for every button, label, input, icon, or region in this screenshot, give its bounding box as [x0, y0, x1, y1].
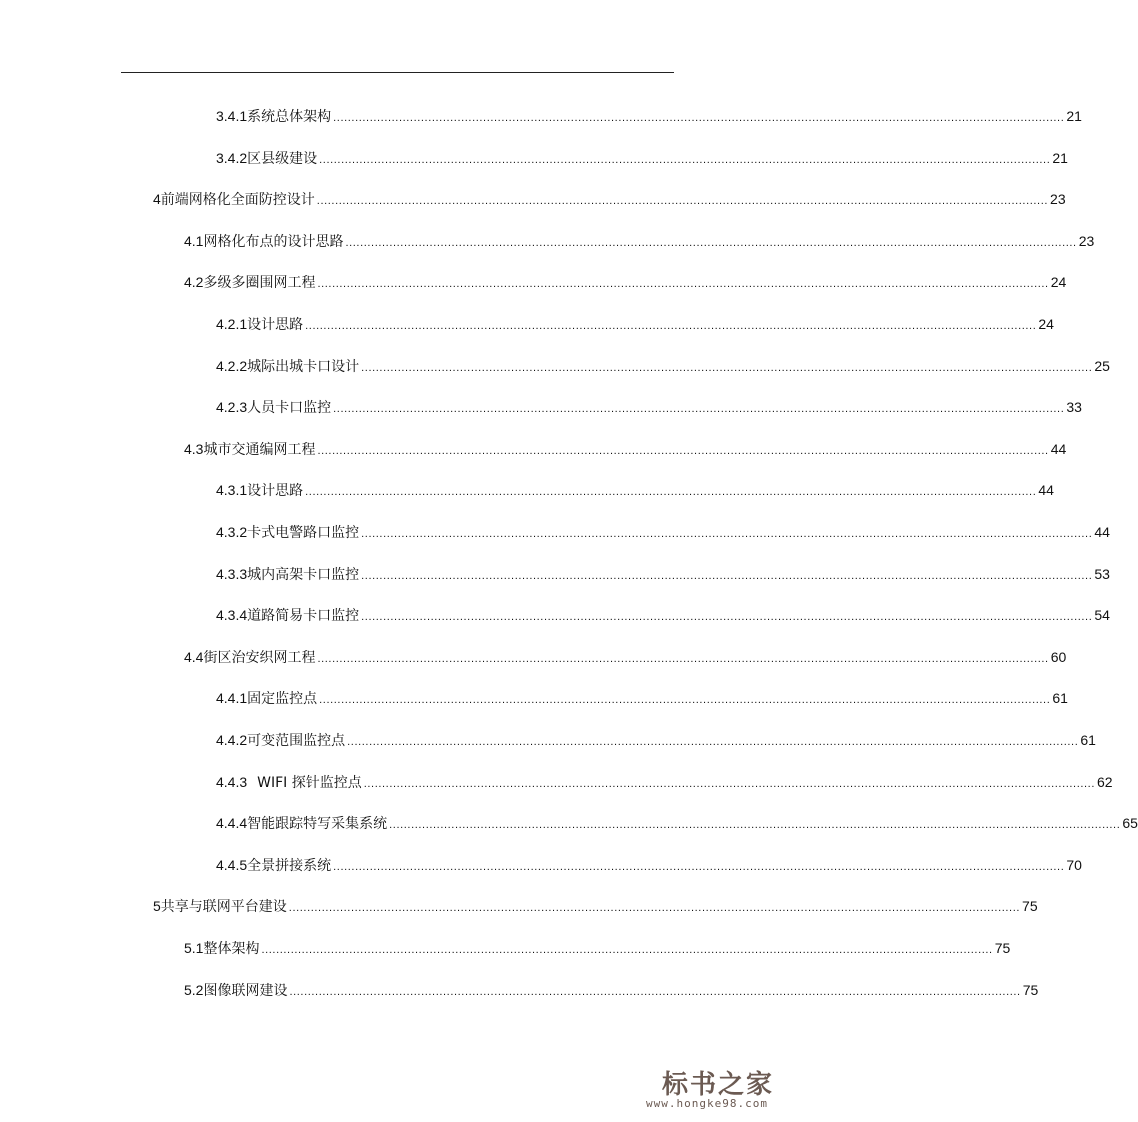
- toc-entry-page: 75: [1022, 982, 1039, 998]
- toc-entry-number: 5.1: [184, 940, 204, 956]
- toc-entry-number: 4.4.3: [216, 774, 248, 790]
- toc-entry[interactable]: [184, 980, 1039, 1000]
- toc-entry-title: 图像联网建设: [203, 983, 288, 999]
- toc-entry-number: 4.3.1: [216, 482, 248, 498]
- toc-entry-title: 街区治安织网工程: [203, 650, 316, 666]
- toc-entry-title: WIFI 探针监控点: [257, 775, 362, 791]
- toc-entry-title: 道路简易卡口监控: [247, 608, 360, 624]
- toc-entry[interactable]: [216, 772, 1113, 792]
- toc-entry[interactable]: [216, 564, 1110, 584]
- toc-entry[interactable]: [216, 356, 1110, 376]
- toc-leader-dots: ........................................................................................................................................................................................................: [333, 403, 1065, 415]
- toc-entry-page: 54: [1094, 607, 1110, 623]
- toc-leader-dots: ........................................................................................................................................................................................................: [289, 986, 1021, 998]
- toc-entry-page: 44: [1038, 482, 1054, 498]
- toc-leader-dots: ........................................................................................................................................................................................................: [361, 570, 1093, 582]
- toc-entry[interactable]: [216, 688, 1068, 708]
- toc-leader-dots: ........................................................................................................................................................................................................: [317, 653, 1049, 665]
- toc-entry-title: 前端网格化全面防控设计: [160, 192, 315, 208]
- toc-entry[interactable]: [216, 605, 1110, 625]
- toc-entry-page: 65: [1122, 815, 1138, 831]
- toc-leader-dots: ........................................................................................................................................................................................................: [363, 778, 1095, 790]
- toc-entry-title: 城市交通编网工程: [203, 442, 316, 458]
- toc-entry-page: 53: [1094, 566, 1110, 582]
- toc-entry-title: 固定监控点: [247, 691, 318, 707]
- toc-entry-page: 75: [1022, 898, 1038, 914]
- toc-entry-title: 设计思路: [247, 483, 304, 499]
- toc-leader-dots: ........................................................................................................................................................................................................: [319, 154, 1051, 166]
- toc-entry-page: 25: [1094, 358, 1110, 374]
- toc-entry[interactable]: [184, 938, 1011, 958]
- toc-entry[interactable]: [216, 397, 1082, 417]
- toc-entry[interactable]: [153, 896, 1038, 916]
- toc-entry-page: 75: [994, 940, 1011, 956]
- toc-leader-dots: ........................................................................................................................................................................................................: [288, 902, 1021, 914]
- toc-entry-number: 4.4.5: [216, 857, 248, 873]
- toc-entry-title: 整体架构: [203, 941, 260, 957]
- toc-entry-title: 多级多圈围网工程: [203, 275, 316, 291]
- toc-entry-number: 4: [153, 191, 161, 207]
- toc-entry[interactable]: [184, 439, 1067, 459]
- toc-entry-title: 区县级建设: [247, 151, 318, 167]
- toc-entry-page: 44: [1094, 524, 1110, 540]
- toc-entry-title: 设计思路: [247, 317, 304, 333]
- toc-entry-page: 33: [1066, 399, 1082, 415]
- toc-entry[interactable]: [184, 231, 1095, 251]
- toc-entry-title: 智能跟踪特写采集系统: [247, 816, 388, 832]
- toc-entry-title: 卡式电警路口监控: [247, 525, 360, 541]
- toc-entry-number: 4.4.1: [216, 690, 248, 706]
- toc-entry[interactable]: [216, 148, 1068, 168]
- toc-leader-dots: ........................................................................................................................................................................................................: [345, 237, 1077, 249]
- toc-entry-title: 共享与联网平台建设: [160, 899, 287, 915]
- toc-leader-dots: ........................................................................................................................................................................................................: [316, 195, 1049, 207]
- toc-entry-page: 23: [1078, 233, 1095, 249]
- toc-entry-page: 70: [1066, 857, 1082, 873]
- toc-leader-dots: ........................................................................................................................................................................................................: [361, 362, 1093, 374]
- toc-leader-dots: ........................................................................................................................................................................................................: [319, 694, 1051, 706]
- toc-entry-page: 44: [1050, 441, 1067, 457]
- toc-leader-dots: ........................................................................................................................................................................................................: [305, 320, 1037, 332]
- toc-entry-number: 4.3.4: [216, 607, 248, 623]
- toc-entry-page: 24: [1038, 316, 1054, 332]
- toc-entry-page: 24: [1050, 274, 1067, 290]
- watermark-url: www.hongke98.com: [646, 1097, 768, 1110]
- toc-leader-dots: ........................................................................................................................................................................................................: [361, 528, 1093, 540]
- toc-entry[interactable]: [216, 106, 1082, 126]
- toc-entry-page: 62: [1096, 774, 1113, 790]
- toc-entry-title: 全景拼接系统: [247, 858, 332, 874]
- toc-entry-number: 4.3: [184, 441, 204, 457]
- watermark-logo: 标书之家: [662, 1070, 775, 1100]
- toc-entry-page: 23: [1050, 191, 1066, 207]
- toc-entry-number: 4.2.3: [216, 399, 248, 415]
- toc-leader-dots: ........................................................................................................................................................................................................: [347, 736, 1079, 748]
- toc-entry-number: 3.4.1: [216, 108, 248, 124]
- toc-leader-dots: ........................................................................................................................................................................................................: [361, 611, 1093, 623]
- toc-entry-title: 城际出城卡口设计: [247, 359, 360, 375]
- toc-entry-number: 4.2: [184, 274, 204, 290]
- toc-entry-number: 3.4.2: [216, 150, 248, 166]
- toc-entry-number: 4.3.3: [216, 566, 248, 582]
- toc-entry-page: 60: [1050, 649, 1067, 665]
- toc-entry-title: 城内高架卡口监控: [247, 567, 360, 583]
- toc-entry[interactable]: [184, 272, 1067, 292]
- toc-entry-page: 21: [1052, 150, 1068, 166]
- toc-entry[interactable]: [216, 813, 1138, 833]
- toc-leader-dots: ........................................................................................................................................................................................................: [333, 112, 1065, 124]
- toc-entry[interactable]: [216, 730, 1096, 750]
- toc-entry-page: 61: [1080, 732, 1096, 748]
- toc-entry-title: 可变范围监控点: [247, 733, 346, 749]
- toc-entry-number: 4.4: [184, 649, 204, 665]
- toc-entry-number: 4.4.2: [216, 732, 248, 748]
- toc-leader-dots: ........................................................................................................................................................................................................: [389, 819, 1121, 831]
- toc-entry-number: 4.2.1: [216, 316, 248, 332]
- toc-entry-title: 系统总体架构: [247, 109, 332, 125]
- toc-entry[interactable]: [216, 314, 1054, 334]
- toc-entry[interactable]: [216, 855, 1082, 875]
- toc-entry-page: 21: [1066, 108, 1082, 124]
- toc-entry[interactable]: [153, 189, 1066, 209]
- toc-leader-dots: ........................................................................................................................................................................................................: [305, 486, 1037, 498]
- toc-entry-number: 4.3.2: [216, 524, 248, 540]
- toc-entry[interactable]: [216, 522, 1110, 542]
- header-rule: [121, 72, 674, 73]
- toc-entry-title: 网格化布点的设计思路: [203, 234, 344, 250]
- toc-entry-number: 4.4.4: [216, 815, 248, 831]
- toc-entry-number: 4.1: [184, 233, 204, 249]
- toc-entry-number: 4.2.2: [216, 358, 248, 374]
- toc-entry[interactable]: [216, 480, 1054, 500]
- toc-entry[interactable]: [184, 647, 1067, 667]
- toc-leader-dots: ........................................................................................................................................................................................................: [317, 278, 1049, 290]
- toc-leader-dots: ........................................................................................................................................................................................................: [317, 445, 1049, 457]
- toc-entry-number: 5.2: [184, 982, 204, 998]
- toc-leader-dots: ........................................................................................................................................................................................................: [333, 861, 1065, 873]
- toc-leader-dots: ........................................................................................................................................................................................................: [261, 944, 993, 956]
- toc-entry-number: 5: [153, 898, 161, 914]
- toc-entry-page: 61: [1052, 690, 1068, 706]
- toc-entry-title: 人员卡口监控: [247, 400, 332, 416]
